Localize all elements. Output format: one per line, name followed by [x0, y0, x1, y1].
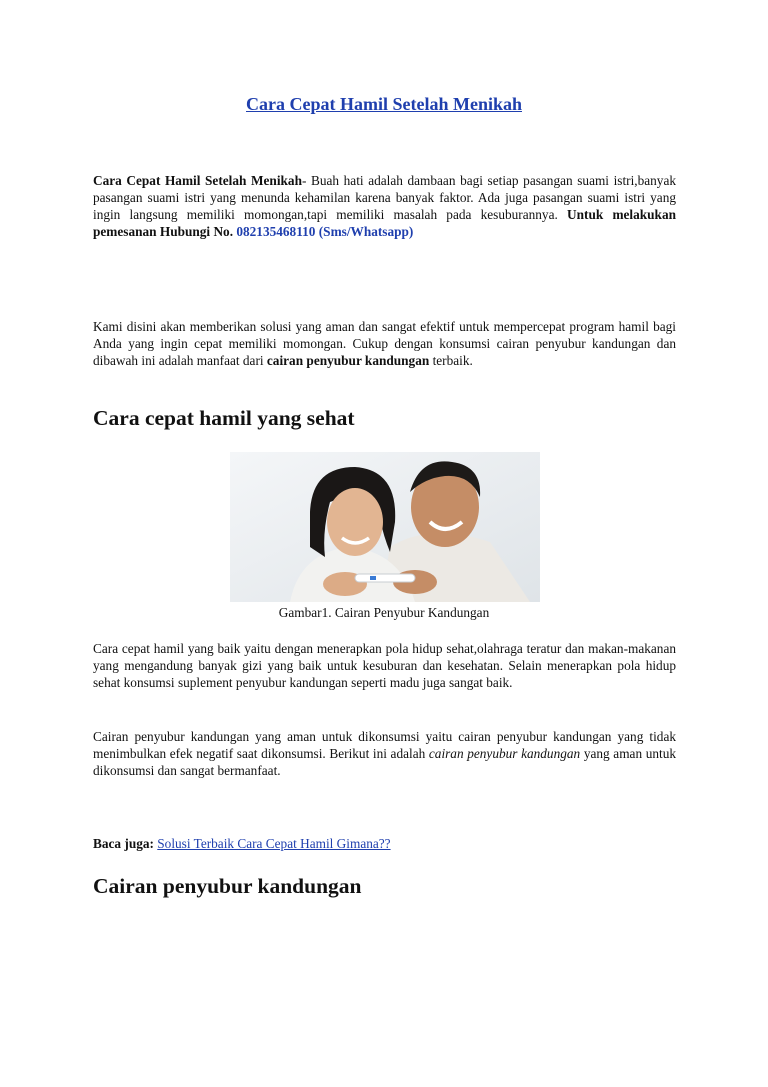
- couple-photo: [230, 452, 540, 602]
- order-text: Untuk melakukan pemesanan Hubungi No.: [93, 207, 676, 239]
- phone-number: 082135468110: [236, 224, 316, 239]
- fluid-text: Cairan penyubur kandungan yang aman untuk dikonsumsi yaitu cairan penyubur kandungan yang tidak menimbulkan efek negatif saat dikonsumsi. Berikut ini adalah: [93, 729, 676, 761]
- fluid-italic: cairan penyubur kandungan: [428, 746, 581, 761]
- page-title[interactable]: Cara Cepat Hamil Setelah Menikah: [246, 94, 522, 114]
- read-also-label: Baca juga:: [93, 836, 154, 851]
- contact-note: (Sms/Whatsapp): [318, 224, 414, 239]
- intro-paragraph: [93, 172, 676, 240]
- solution-paragraph: [93, 318, 676, 369]
- couple-illustration: [230, 452, 540, 602]
- fluid-tail: yang aman untuk dikonsumsi dan sangat bermanfaat.: [93, 746, 677, 778]
- read-also-link[interactable]: Solusi Terbaik Cara Cepat Hamil Gimana??: [157, 836, 391, 851]
- section-heading-fluid: Cairan penyubur kandungan: [93, 874, 362, 898]
- solution-bold: cairan penyubur kandungan: [266, 353, 430, 368]
- fluid-paragraph: [93, 728, 676, 779]
- healthy-paragraph: Cara cepat hamil yang baik yaitu dengan menerapkan pola hidup sehat,olahraga teratur dan makan-makanan yang mengandung banyak gizi yang baik untuk kesuburan dan kesehatan. Selain menerapkan pola hidup sehat konsumsi suplement penyubur kandungan seperti madu juga sangat baik.: [93, 641, 676, 690]
- solution-text: Kami disini akan memberikan solusi yang aman dan sangat efektif untuk mempercepat program hamil bagi Anda yang ingin cepat memiliki momongan. Cukup dengan konsumsi cairan penyubur kandungan dan dibawah ini adalah manfaat dari: [93, 319, 676, 368]
- read-also: [93, 836, 391, 852]
- solution-tail: terbaik.: [429, 353, 473, 368]
- section-heading-healthy: Cara cepat hamil yang sehat: [93, 406, 355, 430]
- intro-lead: Cara Cepat Hamil Setelah Menikah: [93, 173, 302, 188]
- intro-text: - Buah hati adalah dambaan bagi setiap pasangan suami istri,banyak pasangan suami istri yang menunda kehamilan karena banyak faktor. Ada juga pasangan suami istri yang ingin langsung memiliki momongan,tapi memiliki masalah pada kesuburannya.: [93, 173, 677, 222]
- figure-caption: Gambar1. Cairan Penyubur Kandungan: [278, 605, 490, 620]
